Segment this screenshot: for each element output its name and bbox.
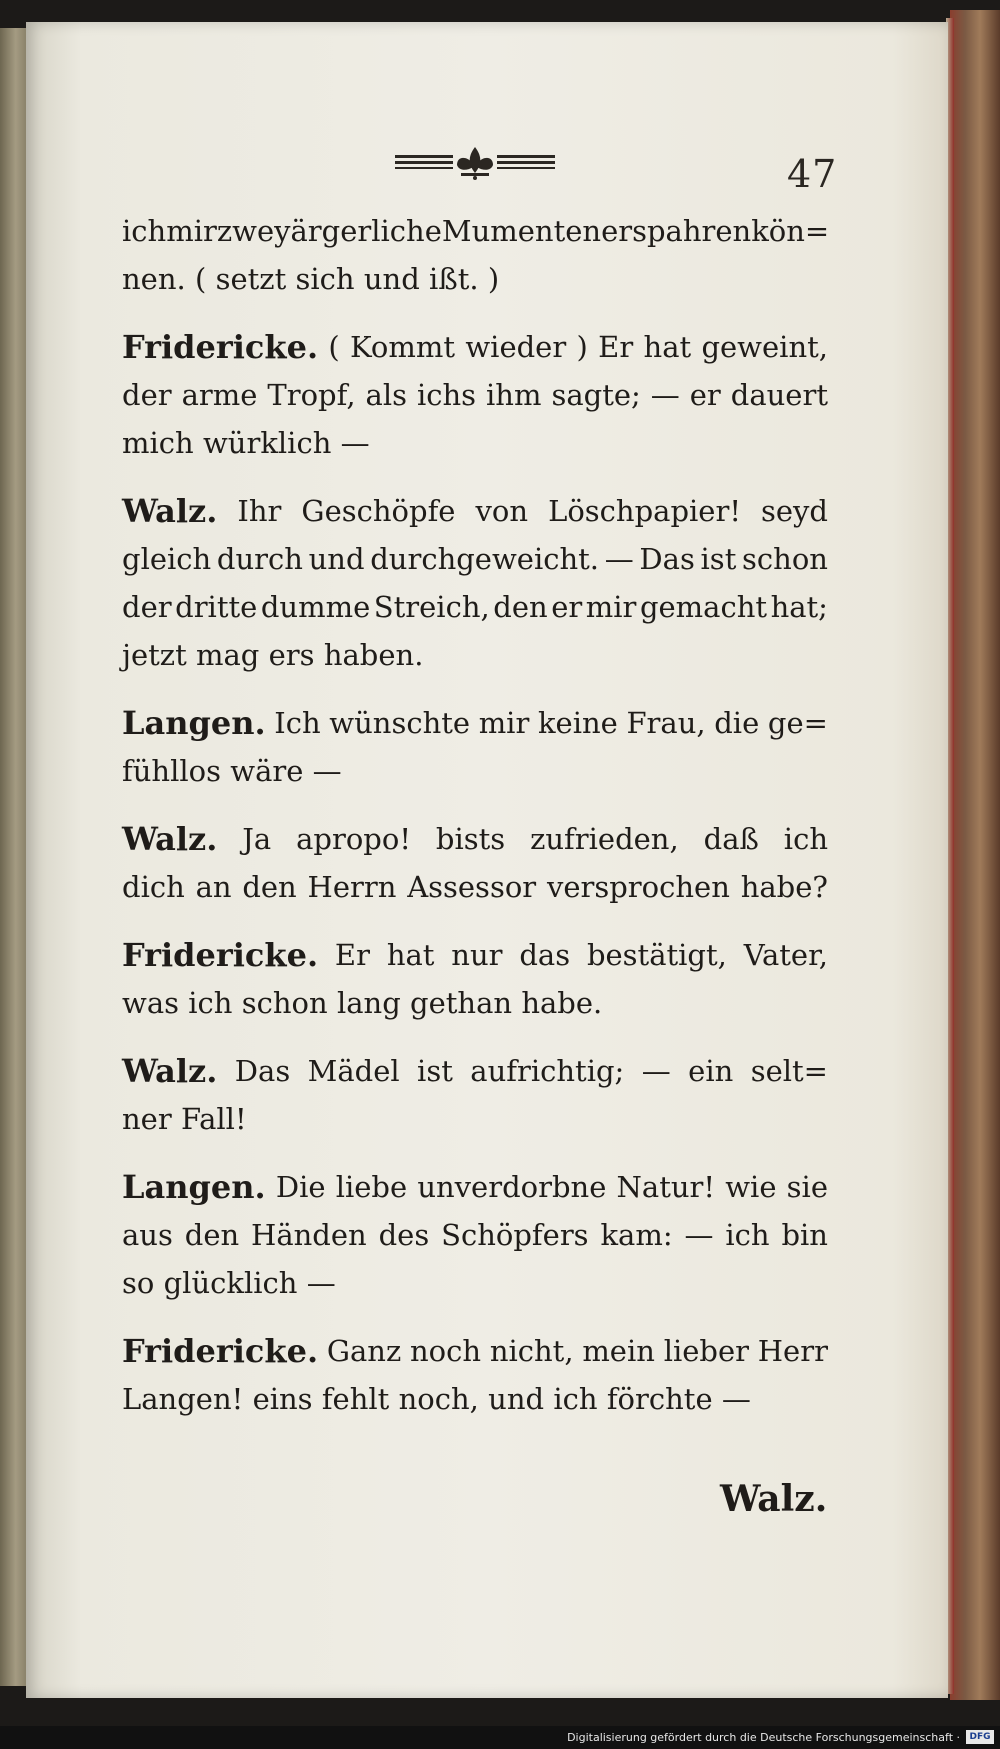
word: der — [122, 378, 172, 412]
word: ist — [417, 1054, 453, 1088]
word: nur — [451, 938, 503, 972]
word: jetzt — [122, 638, 187, 672]
text-line — [122, 1163, 828, 1211]
word: — — [306, 1266, 336, 1300]
word: Frau, — [626, 706, 706, 740]
word: wünschte — [329, 706, 471, 740]
word: gleich — [122, 542, 212, 576]
word: ich — [553, 1382, 598, 1416]
text-line — [122, 1095, 828, 1143]
word: dich — [122, 870, 185, 904]
word: den — [242, 870, 297, 904]
text-line — [122, 1259, 828, 1307]
word: und — [363, 262, 420, 296]
speaker-name: Fridericke. — [122, 936, 319, 974]
word: mir — [166, 214, 217, 248]
word: kam: — [600, 1218, 673, 1252]
text-line — [122, 207, 828, 255]
word: eins — [252, 1382, 313, 1416]
word: den — [493, 590, 548, 624]
word: aus — [122, 1218, 173, 1252]
word: setzt — [215, 262, 287, 296]
word: hat — [386, 938, 435, 972]
word: dauert — [730, 378, 828, 412]
word: und — [488, 1382, 545, 1416]
word: haben. — [323, 638, 424, 672]
word: Vater, — [743, 938, 828, 972]
word: Er — [598, 330, 634, 364]
word: als — [365, 378, 407, 412]
digitization-footer — [0, 1726, 1000, 1749]
word: habe? — [740, 870, 828, 904]
word: seyd — [761, 494, 828, 528]
text-line — [122, 747, 828, 795]
word: unverdorbne — [417, 1170, 607, 1204]
text-line — [122, 371, 828, 419]
word: ihm — [486, 378, 542, 412]
word: wie — [725, 1170, 777, 1204]
word: — — [641, 1054, 671, 1088]
word: den — [184, 1218, 240, 1252]
paragraph-gap — [122, 911, 828, 931]
word: Das — [639, 542, 695, 576]
paragraph-gap — [122, 467, 828, 487]
word: dritte — [175, 590, 258, 624]
speaker-name: Walz. — [122, 1052, 218, 1090]
word: an — [195, 870, 232, 904]
word: geweint, — [701, 330, 828, 364]
word: — — [604, 542, 634, 576]
word: was — [122, 986, 179, 1020]
text-line — [122, 323, 828, 371]
text-line — [122, 1211, 828, 1259]
word: ich — [188, 986, 233, 1020]
word: selt= — [750, 1054, 828, 1088]
speaker-name: Fridericke. — [122, 1332, 319, 1370]
word: kön= — [751, 214, 830, 248]
word: ist — [700, 542, 737, 576]
page-text — [122, 207, 828, 1423]
word: gemacht — [639, 590, 768, 624]
text-line — [122, 1327, 828, 1375]
word: Streich, — [373, 590, 490, 624]
word: ärgerliche — [290, 214, 442, 248]
text-line — [122, 255, 828, 303]
word: wieder — [465, 330, 567, 364]
word: apropo! — [296, 822, 411, 856]
word: fühllos — [122, 754, 221, 788]
word: ichs — [416, 378, 477, 412]
word: ich — [725, 1218, 770, 1252]
text-line — [122, 863, 828, 911]
word: Mädel — [307, 1054, 400, 1088]
speaker-name: Walz. — [122, 492, 218, 530]
word: zufrieden, — [530, 822, 679, 856]
word: Langen! — [122, 1382, 244, 1416]
word: durch — [216, 542, 303, 576]
word: — — [312, 754, 342, 788]
word: habe. — [521, 986, 603, 1020]
word: mich — [122, 426, 194, 460]
word: Herr — [757, 1334, 828, 1368]
speaker-name: Langen. — [122, 704, 266, 742]
word: liebe — [335, 1170, 408, 1204]
text-line — [122, 631, 828, 679]
word: von — [475, 494, 529, 528]
text-line — [122, 535, 828, 583]
text-line — [122, 583, 828, 631]
word: ers — [268, 638, 315, 672]
word: daß — [703, 822, 759, 856]
text-line — [122, 1047, 828, 1095]
paragraph-gap — [122, 1307, 828, 1327]
text-line — [122, 419, 828, 467]
word: Ich — [274, 706, 321, 740]
word: förchte — [606, 1382, 713, 1416]
word: Mumenten — [441, 214, 602, 248]
word: aufrichtig; — [470, 1054, 625, 1088]
word: noch — [410, 1334, 482, 1368]
word: Natur! — [616, 1170, 716, 1204]
word: Fall! — [180, 1102, 247, 1136]
word: lang — [336, 986, 401, 1020]
word: bestätigt, — [586, 938, 727, 972]
text-line — [122, 979, 828, 1027]
word: Ganz — [326, 1334, 402, 1368]
word: würklich — [202, 426, 332, 460]
word: ( — [328, 330, 340, 364]
paragraph-gap — [122, 1027, 828, 1047]
word: keine — [537, 706, 618, 740]
paragraph-gap — [122, 303, 828, 323]
word: Kommt — [350, 330, 456, 364]
word: — — [684, 1218, 714, 1252]
word: erspahren — [601, 214, 752, 248]
speaker-name: Langen. — [122, 1168, 266, 1206]
word: ( — [195, 262, 207, 296]
text-line — [122, 815, 828, 863]
word: ein — [688, 1054, 734, 1088]
word: so — [122, 1266, 155, 1300]
word: Schöpfers — [441, 1218, 589, 1252]
word: zwey — [216, 214, 291, 248]
catchword: Walz. — [720, 1478, 828, 1520]
word: er — [689, 378, 721, 412]
word: arme — [181, 378, 258, 412]
word: mir — [478, 706, 530, 740]
word: hat — [643, 330, 692, 364]
word: Herrn — [307, 870, 397, 904]
word: wäre — [230, 754, 304, 788]
word: und — [308, 542, 365, 576]
word: — — [650, 378, 680, 412]
word: lieber — [663, 1334, 749, 1368]
word: ) — [487, 262, 500, 296]
header-ornament-icon — [395, 145, 555, 181]
word: ner — [122, 1102, 172, 1136]
word: Das — [234, 1054, 291, 1088]
word: Assessor — [407, 870, 537, 904]
text-line — [122, 699, 828, 747]
word: glücklich — [163, 1266, 298, 1300]
word: das — [519, 938, 571, 972]
word: noch, — [398, 1382, 479, 1416]
word: schon — [241, 986, 328, 1020]
word: fehlt — [321, 1382, 390, 1416]
word: Ja — [242, 822, 272, 856]
text-line — [122, 1375, 828, 1423]
footer-credit: Digitalisierung gefördert durch die Deutsche Forschungsgemeinschaft · — [567, 1731, 960, 1744]
book-cover-edge — [950, 10, 1000, 1700]
word: bists — [435, 822, 506, 856]
word: ißt. — [429, 262, 479, 296]
word: ich — [122, 214, 167, 248]
word: hat; — [770, 590, 828, 624]
word: nen. — [122, 262, 186, 296]
text-line — [122, 931, 828, 979]
word: schon — [742, 542, 828, 576]
word: ge= — [767, 706, 828, 740]
word: mir — [585, 590, 637, 624]
text-line — [122, 487, 828, 535]
adjacent-page-edge — [0, 28, 26, 1686]
word: Händen — [251, 1218, 367, 1252]
paragraph-gap — [122, 795, 828, 815]
word: der — [122, 590, 172, 624]
speaker-name: Walz. — [122, 820, 218, 858]
paragraph-gap — [122, 1143, 828, 1163]
speaker-name: Fridericke. — [122, 328, 319, 366]
word: Ihr — [237, 494, 282, 528]
word: sich — [295, 262, 355, 296]
word: er — [551, 590, 583, 624]
word: bin — [781, 1218, 828, 1252]
word: mag — [196, 638, 260, 672]
word: gethan — [410, 986, 513, 1020]
word: ) — [576, 330, 588, 364]
word: — — [340, 426, 370, 460]
word: nicht, — [489, 1334, 574, 1368]
word: Löschpapier! — [548, 494, 741, 528]
word: Geschöpfe — [301, 494, 456, 528]
word: Die — [275, 1170, 326, 1204]
word: des — [378, 1218, 430, 1252]
word: — — [721, 1382, 751, 1416]
word: Er — [334, 938, 370, 972]
dfg-logo: DFG — [966, 1730, 994, 1744]
page-number: 47 — [787, 152, 838, 196]
paragraph-gap — [122, 679, 828, 699]
word: versprochen — [546, 870, 730, 904]
word: Tropf, — [267, 378, 356, 412]
word: dumme — [260, 590, 371, 624]
word: die — [714, 706, 760, 740]
word: sie — [786, 1170, 828, 1204]
word: mein — [582, 1334, 655, 1368]
word: sagte; — [551, 378, 641, 412]
word: ich — [783, 822, 828, 856]
word: durchgeweicht. — [370, 542, 600, 576]
